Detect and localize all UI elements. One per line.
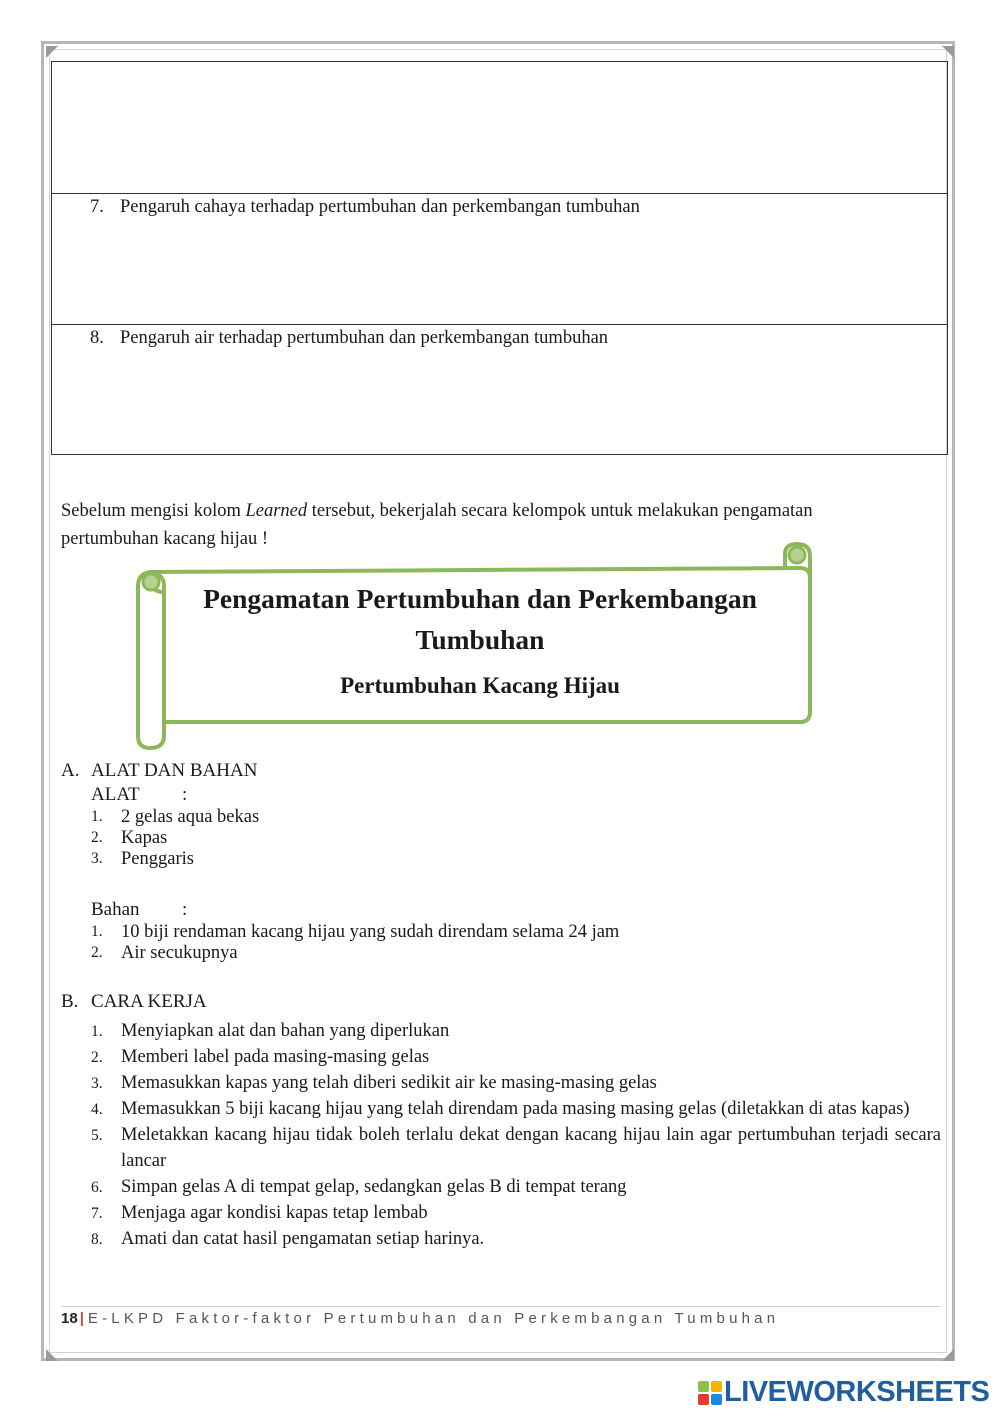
step-item: 2. Memberi label pada masing-masing gelas bbox=[91, 1047, 430, 1067]
step-item: 1. Menyiapkan alat dan bahan yang diperlukan bbox=[91, 1021, 450, 1041]
watermark-text: LIVEWORKSHEETS bbox=[724, 1376, 990, 1408]
banner-title-line2: Tumbuhan bbox=[415, 624, 545, 655]
bahan-label-text: Bahan bbox=[91, 899, 140, 920]
row-label bbox=[90, 328, 608, 349]
footer-separator: | bbox=[79, 1310, 84, 1327]
bahan-colon: : bbox=[182, 899, 188, 920]
page-footer bbox=[61, 1310, 779, 1327]
answer-row-blank[interactable] bbox=[52, 62, 947, 193]
answer-table bbox=[51, 61, 948, 455]
row-label bbox=[90, 197, 640, 218]
list-item: 2. Kapas bbox=[91, 828, 168, 848]
step-item: 5. Meletakkan kacang hijau tidak boleh terlalu dekat dengan kacang hijau lain agar pertumbuhan terjadi secara lancar bbox=[91, 1125, 941, 1171]
answer-row-water[interactable] bbox=[52, 324, 947, 455]
liveworksheets-logo-icon bbox=[698, 1381, 722, 1405]
frame-corner-bottom-left bbox=[46, 1349, 58, 1361]
title-scroll-banner bbox=[130, 540, 820, 755]
list-item: 2. Air secukupnya bbox=[91, 943, 238, 963]
alat-label bbox=[91, 784, 188, 806]
bahan-list bbox=[91, 922, 619, 964]
row-number: 8. bbox=[90, 328, 104, 348]
frame-corner-top-right bbox=[942, 46, 954, 58]
step-item: 6. Simpan gelas A di tempat gelap, sedangkan gelas B di tempat terang bbox=[91, 1177, 627, 1197]
step-item: 4. Memasukkan 5 biji kacang hijau yang telah direndam pada masing masing gelas (diletakkan di atas kapas) bbox=[91, 1099, 910, 1119]
banner-subtitle: Pertumbuhan Kacang Hijau bbox=[340, 673, 620, 698]
list-item: 1. 10 biji rendaman kacang hijau yang sudah direndam selama 24 jam bbox=[91, 922, 620, 942]
row-question: Pengaruh air terhadap pertumbuhan dan perkembangan tumbuhan bbox=[120, 328, 609, 348]
answer-row-light[interactable] bbox=[52, 193, 947, 324]
intro-emphasis: Learned bbox=[245, 501, 308, 521]
list-item: 1. 2 gelas aqua bekas bbox=[91, 807, 260, 827]
bahan-label bbox=[91, 899, 188, 921]
section-b-title: CARA KERJA bbox=[91, 991, 207, 1012]
banner-title bbox=[160, 578, 800, 660]
step-item: 7. Menjaga agar kondisi kapas tetap lembab bbox=[91, 1203, 428, 1223]
step-item: 8. Amati dan catat hasil pengamatan setiap harinya. bbox=[91, 1229, 485, 1249]
section-b-heading bbox=[61, 991, 207, 1013]
intro-text-end: tersebut, bekerjalah secara kelompok untuk melakukan pengamatan pertumbuhan kacang hijau ! bbox=[61, 501, 813, 549]
row-question: Pengaruh cahaya terhadap pertumbuhan dan perkembangan tumbuhan bbox=[120, 197, 640, 217]
page-number: 18 bbox=[61, 1310, 78, 1327]
footer-divider bbox=[61, 1306, 941, 1307]
banner-title-line1: Pengamatan Pertumbuhan dan Perkembangan bbox=[203, 583, 757, 614]
frame-corner-top-left bbox=[46, 46, 58, 58]
section-a-heading bbox=[61, 760, 257, 782]
frame-corner-bottom-right bbox=[942, 1349, 954, 1361]
section-a-title: ALAT DAN BAHAN bbox=[91, 760, 258, 781]
alat-label-text: ALAT bbox=[91, 784, 140, 805]
alat-colon: : bbox=[182, 784, 188, 805]
list-item: 3. Penggaris bbox=[91, 849, 194, 869]
footer-title: E-LKPD Faktor-faktor Pertumbuhan dan Perkembangan Tumbuhan bbox=[87, 1310, 780, 1327]
step-item: 3. Memasukkan kapas yang telah diberi sedikit air ke masing-masing gelas bbox=[91, 1073, 657, 1093]
alat-list bbox=[91, 807, 259, 870]
row-number: 7. bbox=[90, 197, 104, 217]
section-a-letter: A. bbox=[61, 760, 80, 781]
steps-list bbox=[91, 1018, 941, 1252]
section-b-letter: B. bbox=[61, 991, 79, 1012]
intro-text-start: Sebelum mengisi kolom bbox=[61, 501, 246, 521]
